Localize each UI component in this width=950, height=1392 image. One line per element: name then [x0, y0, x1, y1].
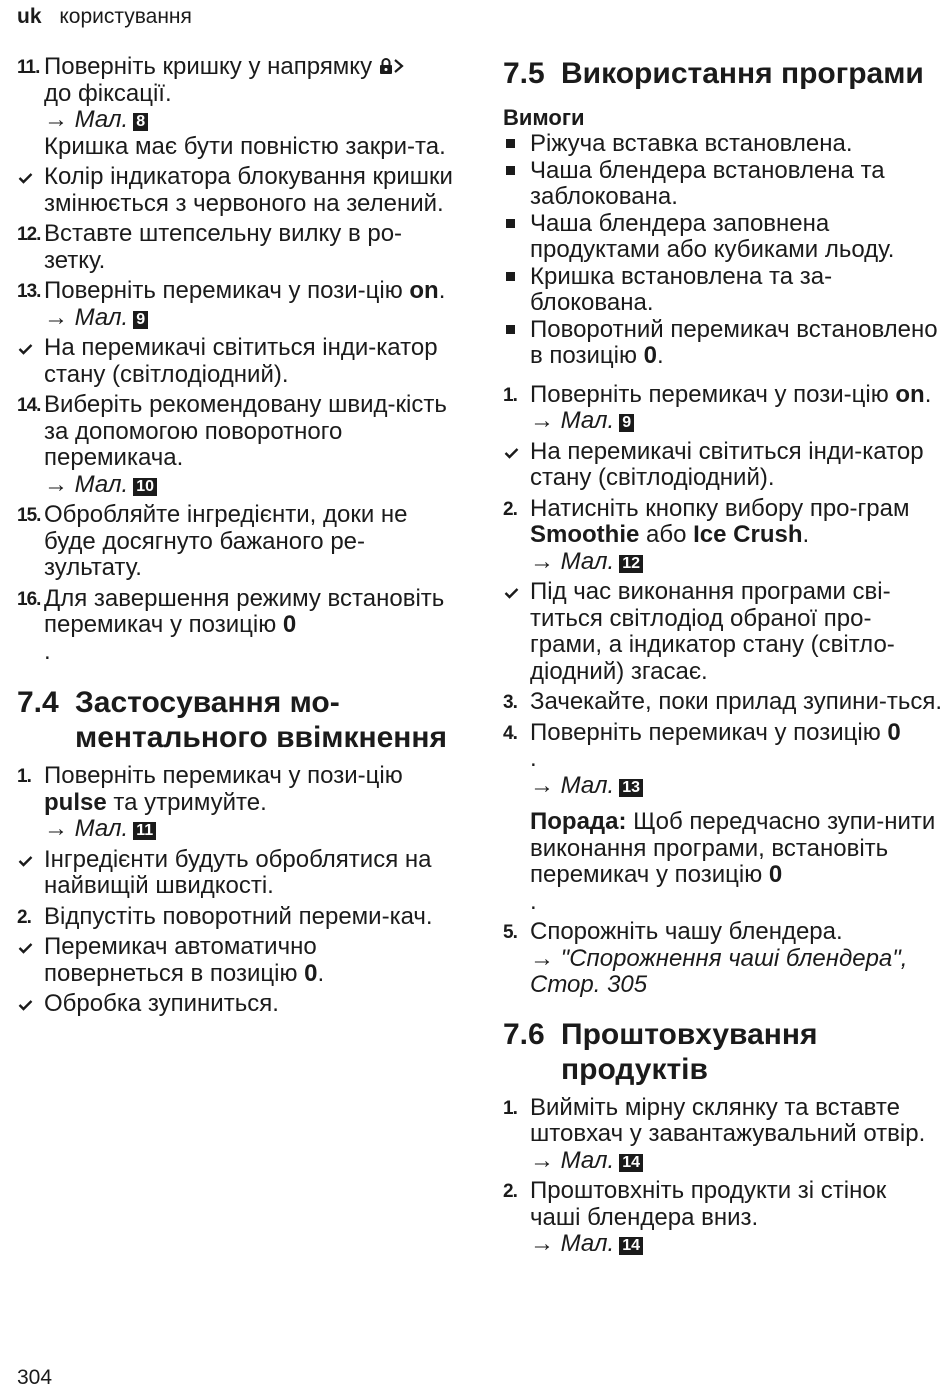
- language-code: uk: [17, 5, 42, 28]
- section-number: 7.5: [503, 57, 545, 90]
- step-text: Виберіть рекомендовану швид-кість за допомогою поворотного перемикача.: [44, 391, 447, 471]
- program-button-label: Smoothie: [530, 521, 640, 548]
- step-text: Відпустіть поворотний переми-кач.: [44, 902, 433, 930]
- figure-reference: → Мал. 9: [530, 408, 943, 435]
- position-label: 0: [282, 611, 297, 638]
- step-text: Проштовхніть продукти зі стінок чаші блендера вниз.: [530, 1177, 887, 1231]
- bullet-square-icon: [506, 139, 515, 148]
- position-label: on: [409, 277, 439, 304]
- figure-number-badge: 11: [133, 822, 156, 840]
- section-title: Використання програми: [561, 57, 924, 90]
- position-label: 0: [887, 718, 901, 746]
- tip-text: Щоб передчасно зупи-нити виконання програми, встановіть перемикач у позицію: [530, 808, 936, 888]
- step-number: 2.: [503, 498, 517, 520]
- step-text: Поверніть перемикач у пози-цію: [44, 762, 403, 789]
- checkmark-icon: [504, 447, 519, 459]
- section-heading-7-5: [503, 56, 943, 91]
- position-label: pulse: [44, 788, 107, 816]
- step-14: [17, 392, 462, 498]
- step-text: Поверніть перемикач у пози-цію: [44, 277, 410, 304]
- figure-number-badge: 14: [619, 1154, 643, 1172]
- step-number: 12.: [17, 224, 41, 245]
- step-number: 2.: [17, 906, 31, 928]
- step-5: [503, 919, 943, 999]
- position-label: 0: [768, 861, 783, 888]
- step-text: Для завершення режиму встановіть перемикач у позицію: [44, 584, 445, 638]
- checkmark-icon: [18, 855, 33, 867]
- step-number: 1.: [503, 1097, 517, 1119]
- result-text: Обробка зупиниться.: [44, 990, 279, 1017]
- result-item: [503, 579, 943, 685]
- result-item: [17, 991, 462, 1018]
- step-text: Поверніть кришку у напрямку: [44, 53, 379, 80]
- requirements-heading: Вимоги: [503, 105, 585, 130]
- section-title: Проштовхування продуктів: [561, 1017, 818, 1086]
- figure-reference: → Мал. 8: [44, 107, 462, 134]
- position-label: on: [895, 380, 925, 408]
- step-13: 13. Поверніть перемикач у пози-цію on. → Мал. 9: [17, 278, 462, 331]
- step-number: 13.: [17, 281, 41, 302]
- lock-closed-icon: [379, 57, 393, 75]
- right-column: [503, 54, 943, 1262]
- bullet-square-icon: [506, 219, 515, 228]
- section-heading-7-6: [503, 1017, 943, 1087]
- step-text: Поверніть перемикач у позицію: [530, 718, 888, 746]
- bullet-square-icon: [506, 166, 515, 175]
- step-number: 15.: [17, 505, 41, 526]
- requirement-item: Чаша блендера заповнена продуктами або кубиками льоду.: [503, 211, 943, 264]
- result-item: [17, 335, 462, 388]
- result-item: [503, 439, 943, 492]
- figure-number-badge: 12: [619, 555, 643, 573]
- step-number: 4.: [503, 722, 517, 744]
- step-number: 5.: [503, 922, 517, 943]
- step-1: [503, 1095, 943, 1175]
- position-label: 0: [304, 959, 318, 987]
- step-text: Вийміть мірну склянку та вставте штовхач у завантажувальний отвір.: [530, 1093, 926, 1147]
- section-number: 7.4: [17, 686, 59, 719]
- step-12: [17, 221, 462, 274]
- step-1: 1. Поверніть перемикач у пози-цію pulse та утримуйте. → Мал. 11: [17, 763, 462, 843]
- requirement-item: Чаша блендера встановлена та заблокована.: [503, 158, 943, 211]
- result-item: Перемикач автоматично повернеться в позицію 0.: [17, 934, 462, 987]
- step-4: 4. Поверніть перемикач у позицію 0 . → Мал. 13 Порада: Щоб передчасно зупи-нити виконання програми, встановіть перемикач у позицію 0 .: [503, 720, 943, 916]
- checkmark-icon: [18, 999, 33, 1011]
- checkmark-icon: [18, 172, 33, 184]
- chevron-right-icon: [393, 57, 405, 75]
- step-2: 2. Натисніть кнопку вибору про-грам Smoothie або Ice Crush. → Мал. 12: [503, 496, 943, 576]
- figure-number-badge: 13: [619, 779, 643, 797]
- section-name: користування: [59, 5, 192, 28]
- figure-reference: → Мал. 13: [530, 773, 943, 800]
- result-text: На перемикачі світиться інди-катор стану (світлодіодний).: [44, 334, 438, 388]
- figure-reference: → Мал. 14: [530, 1231, 943, 1258]
- result-item: [17, 164, 462, 217]
- step-15: [17, 502, 462, 582]
- section-title: Застосування мо-ментального ввімкнення: [75, 686, 448, 754]
- left-column: [17, 54, 462, 1022]
- page-header: [17, 5, 192, 29]
- cross-reference-link[interactable]: → "Спорожнення чаші блендера", Стор. 305: [530, 944, 908, 998]
- result-text: На перемикачі світиться інди-катор стану (світлодіодний).: [530, 437, 924, 491]
- requirement-item: Поворотний перемикач встановлено в позицію 0.: [503, 317, 943, 370]
- step-number: 1.: [17, 766, 31, 787]
- step-text: Обробляйте інгредієнти, доки не буде досягнуто бажаного ре-зультату.: [44, 501, 408, 581]
- step-number: 14.: [17, 395, 41, 416]
- step-2: [17, 904, 462, 931]
- section-heading-7-4: [17, 685, 462, 755]
- figure-number-badge: 8: [133, 113, 148, 131]
- step-number: 16.: [17, 588, 41, 610]
- figure-reference: → Мал. 14: [530, 1148, 943, 1175]
- result-text: Перемикач автоматично повернеться в позицію: [44, 933, 317, 987]
- program-button-label: Ice Crush: [693, 521, 803, 548]
- figure-reference: → Мал. 12: [530, 549, 943, 576]
- figure-number-badge: 14: [619, 1237, 643, 1255]
- figure-reference: → Мал. 9: [44, 305, 462, 332]
- step-3: [503, 689, 943, 716]
- step-11: [17, 54, 462, 160]
- result-item: [17, 847, 462, 900]
- figure-reference: → Мал. 10: [44, 472, 462, 499]
- result-text: Колір індикатора блокування кришки змінюється з червоного на зелений.: [44, 163, 453, 217]
- section-number: 7.6: [503, 1017, 545, 1051]
- step-number: 3.: [503, 692, 517, 713]
- figure-number-badge: 10: [133, 478, 157, 496]
- result-text: Під час виконання програми сві-титься світлодіод обраної про-грами, а індикатор стану (світло-діодний) згасає.: [530, 578, 895, 685]
- page-number: 304: [17, 1366, 53, 1389]
- step-text: Зачекайте, поки прилад зупини-ться.: [530, 688, 942, 715]
- bullet-square-icon: [506, 325, 515, 334]
- requirement-item: Кришка встановлена та за-блокована.: [503, 264, 943, 317]
- position-label: 0: [643, 342, 658, 369]
- checkmark-icon: [18, 343, 33, 355]
- step-text: Поверніть перемикач у пози-цію: [530, 380, 896, 408]
- step-note: Кришка має бути повністю закри-та.: [44, 132, 446, 160]
- bullet-square-icon: [506, 272, 515, 281]
- figure-number-badge: 9: [133, 311, 148, 329]
- tip-label: Порада:: [530, 808, 627, 835]
- step-text: Спорожніть чашу блендера.: [530, 918, 843, 945]
- step-text: Вставте штепсельну вилку в ро-зетку.: [44, 220, 403, 274]
- requirement-item: Ріжуча вставка встановлена.: [503, 131, 943, 158]
- figure-number-badge: 9: [619, 414, 634, 432]
- step-1: 1. Поверніть перемикач у пози-цію on. → Мал. 9: [503, 382, 943, 435]
- step-number: 2.: [503, 1181, 517, 1202]
- step-number: 1.: [503, 384, 517, 406]
- checkmark-icon: [504, 587, 519, 599]
- tip-box: Порада: Щоб передчасно зупи-нити виконання програми, встановіть перемикач у позицію 0 .: [530, 808, 936, 915]
- checkmark-icon: [18, 942, 33, 954]
- figure-reference: → Мал. 11: [44, 816, 462, 843]
- result-text: Інгредієнти будуть оброблятися на найвищій швидкості.: [44, 845, 432, 899]
- step-text: Натисніть кнопку вибору про-грам: [530, 494, 910, 522]
- step-16: 16. Для завершення режиму встановіть перемикач у позицію 0 .: [17, 584, 445, 665]
- step-number: 11.: [17, 57, 40, 78]
- step-2: [503, 1178, 943, 1258]
- step-text-cont: до фіксації.: [44, 79, 172, 107]
